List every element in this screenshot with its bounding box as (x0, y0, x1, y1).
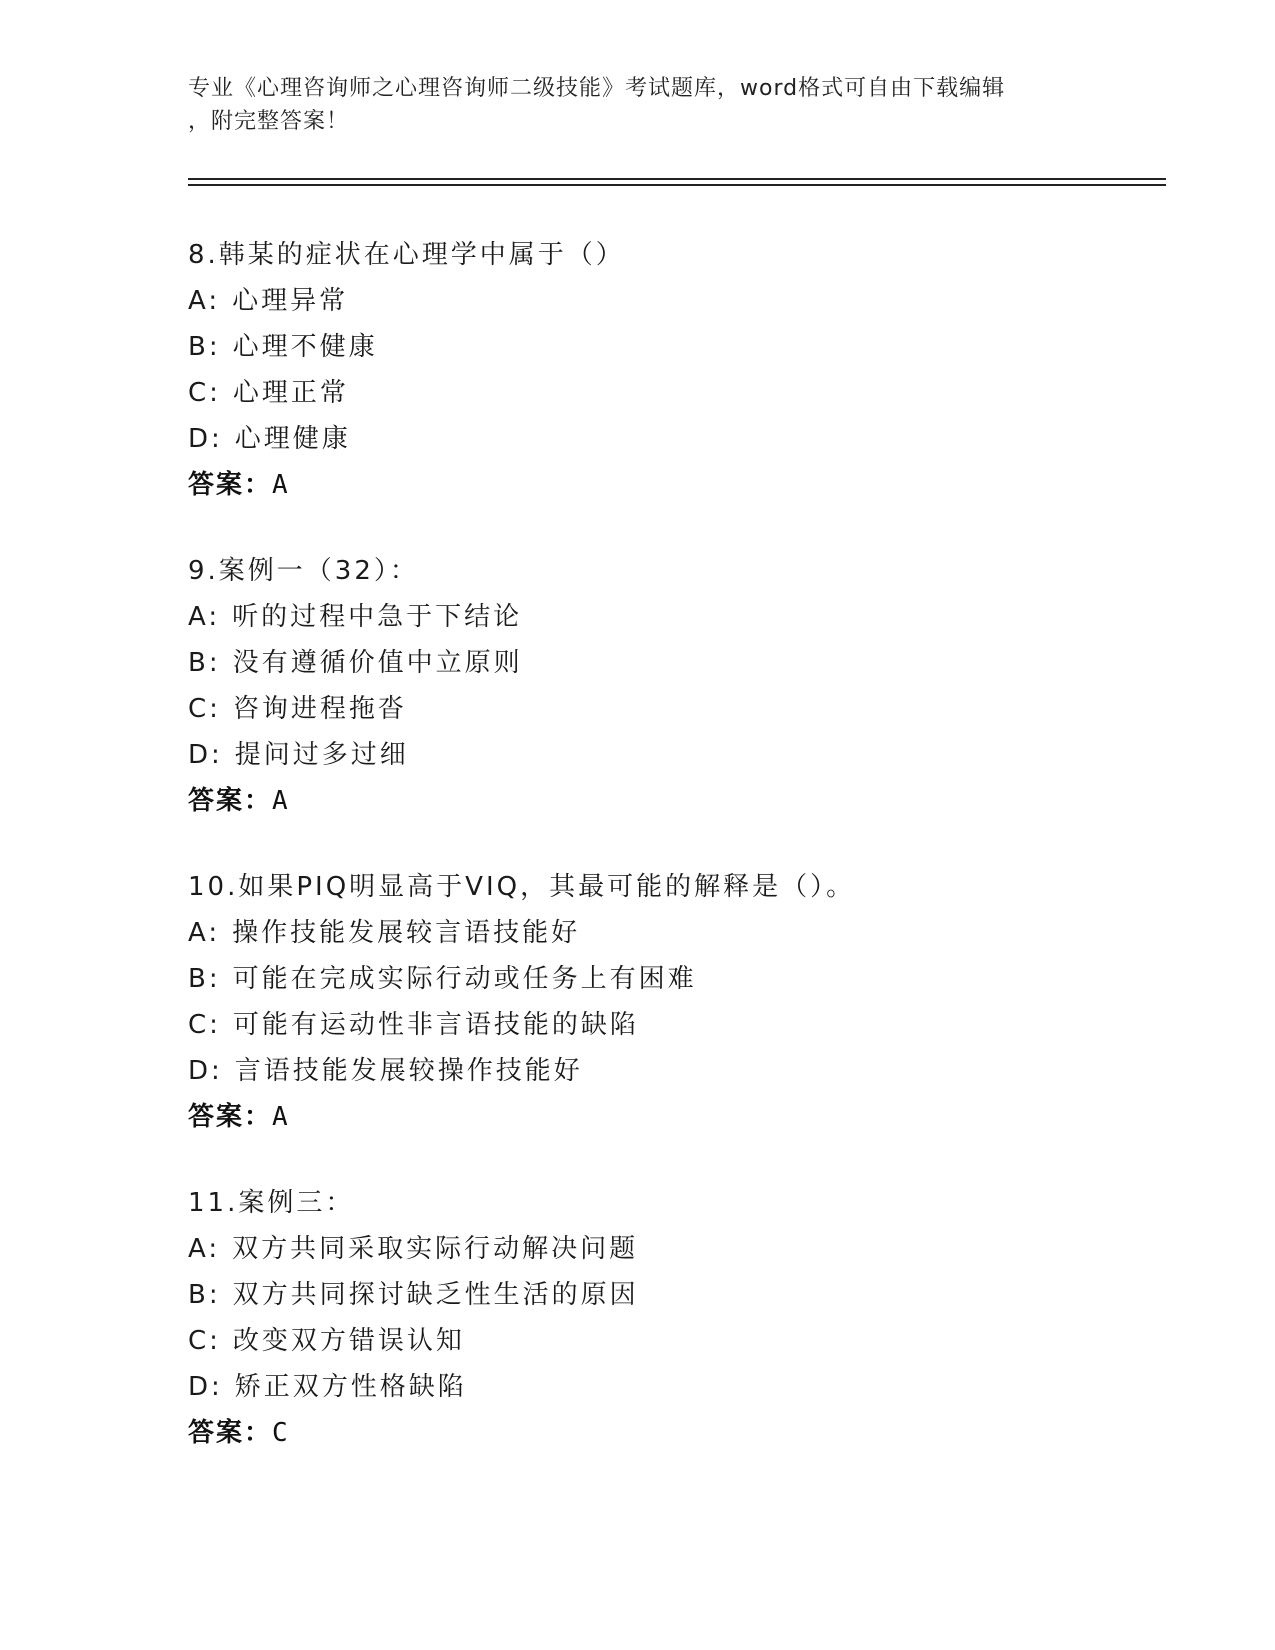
answer-line (188, 778, 1088, 824)
question-stem: 10.如果PIQ明显高于VIQ，其最可能的解释是（）。 (188, 872, 856, 902)
question-block-9 (188, 548, 1088, 824)
option-d: D: 矫正双方性格缺陷 (188, 1372, 467, 1402)
option-c: C: 改变双方错误认知 (188, 1326, 465, 1356)
answer-label: 答案： (188, 786, 273, 816)
answer-label: 答案： (188, 1102, 273, 1132)
option-c: C: 可能有运动性非言语技能的缺陷 (188, 1010, 639, 1040)
header-divider-top (188, 178, 1166, 180)
answer-line (188, 462, 1088, 508)
question-stem: 9.案例一（32）： (188, 556, 419, 586)
answer-label: 答案： (188, 1418, 273, 1448)
option-b: B: 心理不健康 (188, 332, 378, 362)
document-header (188, 72, 1068, 138)
answer-label: 答案： (188, 470, 273, 500)
option-b: B: 双方共同探讨缺乏性生活的原因 (188, 1280, 639, 1310)
option-d: D: 提问过多过细 (188, 740, 409, 770)
option-b: B: 可能在完成实际行动或任务上有困难 (188, 964, 697, 994)
answer-value: A (272, 786, 290, 816)
option-a: A: 操作技能发展较言语技能好 (188, 918, 581, 948)
answer-value: A (272, 470, 290, 500)
option-c: C: 心理正常 (188, 378, 349, 408)
answer-line (188, 1094, 1088, 1140)
question-stem: 8.韩某的症状在心理学中属于（） (188, 240, 625, 270)
option-d: D: 言语技能发展较操作技能好 (188, 1056, 583, 1086)
option-a: A: 听的过程中急于下结论 (188, 602, 523, 632)
answer-line (188, 1410, 1088, 1456)
option-a: A: 心理异常 (188, 286, 349, 316)
question-block-8 (188, 232, 1088, 508)
header-divider-bottom (188, 184, 1166, 186)
question-block-10 (188, 864, 1088, 1140)
option-a: A: 双方共同采取实际行动解决问题 (188, 1234, 639, 1264)
header-line-2: ，附完整答案！ (188, 109, 350, 134)
question-stem: 11.案例三： (188, 1188, 355, 1218)
header-line-1: 专业《心理咨询师之心理咨询师二级技能》考试题库，word格式可自由下载编辑 (188, 76, 1006, 101)
option-d: D: 心理健康 (188, 424, 351, 454)
option-b: B: 没有遵循价值中立原则 (188, 648, 523, 678)
answer-value: A (272, 1102, 290, 1132)
question-block-11 (188, 1180, 1088, 1456)
option-c: C: 咨询进程拖沓 (188, 694, 407, 724)
answer-value: C (272, 1418, 290, 1448)
